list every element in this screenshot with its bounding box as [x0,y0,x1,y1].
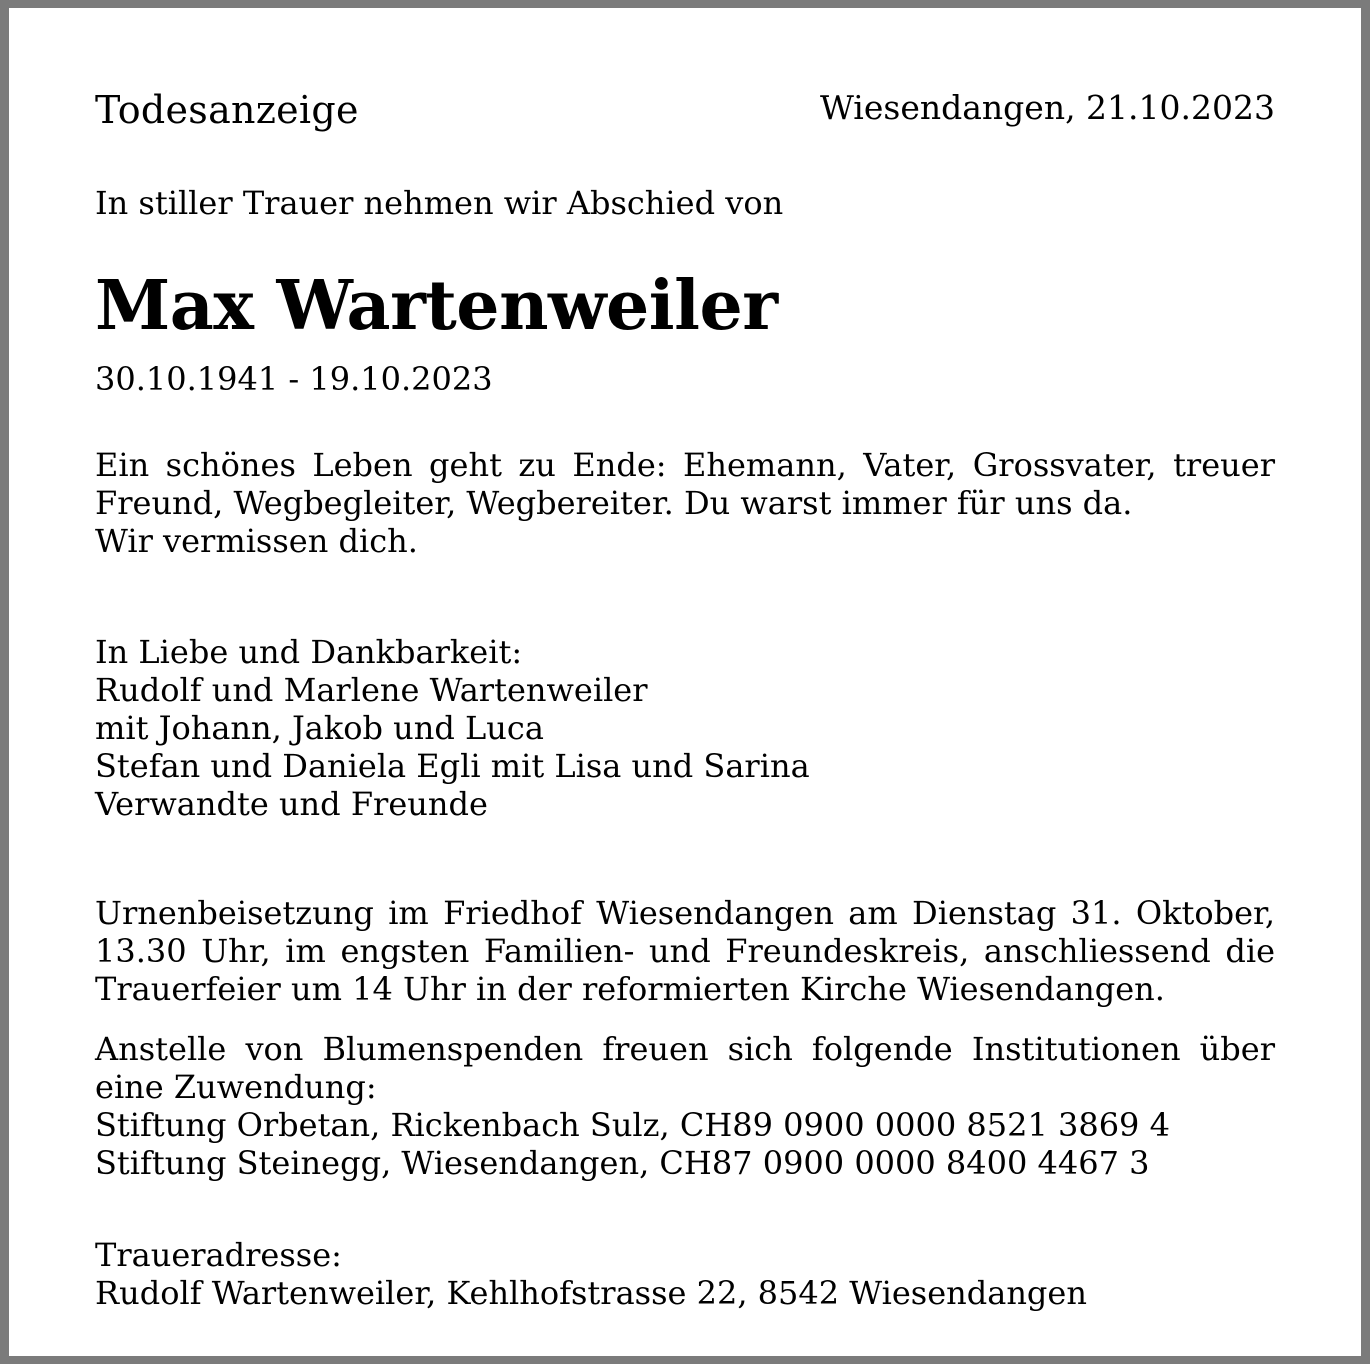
obituary-page [9,8,1361,1356]
place-and-date: Wiesendangen, 21.10.2023 [819,88,1275,127]
donation-text: Anstelle von Blumenspenden freuen sich folgende Institutionen über eine Zuwendung: [95,1030,1275,1106]
family-line: Stefan und Daniela Egli mit Lisa und Sarina [95,747,810,785]
deceased-name: Max Wartenweiler [95,266,778,346]
family-section [95,633,1275,823]
intro-text: In stiller Trauer nehmen wir Abschied von [95,184,784,222]
mourning-address-section [95,1236,1275,1312]
address-label: Traueradresse: [95,1236,342,1274]
document-title: Todesanzeige [95,88,359,132]
family-line: Verwandte und Freunde [95,785,488,823]
institution-line: Stiftung Orbetan, Rickenbach Sulz, CH89 0900 0000 8521 3869 4 [95,1106,1170,1144]
tribute-closing: Wir vermissen dich. [95,522,418,560]
address-text: Rudolf Wartenweiler, Kehlhofstrasse 22, 8542 Wiesendangen [95,1274,1087,1312]
donation-section [95,1030,1275,1182]
family-line: mit Johann, Jakob und Luca [95,709,544,747]
life-dates: 30.10.1941 - 19.10.2023 [95,360,493,398]
tribute-paragraph: Ein schönes Leben geht zu Ende: Ehemann, Vater, Grossvater, treuer Freund, Wegbegleiter, Wegbereiter. Du warst immer für uns da. [95,446,1275,522]
family-line: Rudolf und Marlene Wartenweiler [95,671,648,709]
family-heading: In Liebe und Dankbarkeit: [95,633,523,671]
ceremony-paragraph: Urnenbeisetzung im Friedhof Wiesendangen am Dienstag 31. Oktober, 13.30 Uhr, im engsten Familien- und Freundeskreis, anschliessend die Trauerfeier um 14 Uhr in der reformierten Kirche Wiesendangen. [95,894,1275,1008]
tribute-section [95,446,1275,560]
institution-line: Stiftung Steinegg, Wiesendangen, CH87 0900 0000 8400 4467 3 [95,1144,1150,1182]
